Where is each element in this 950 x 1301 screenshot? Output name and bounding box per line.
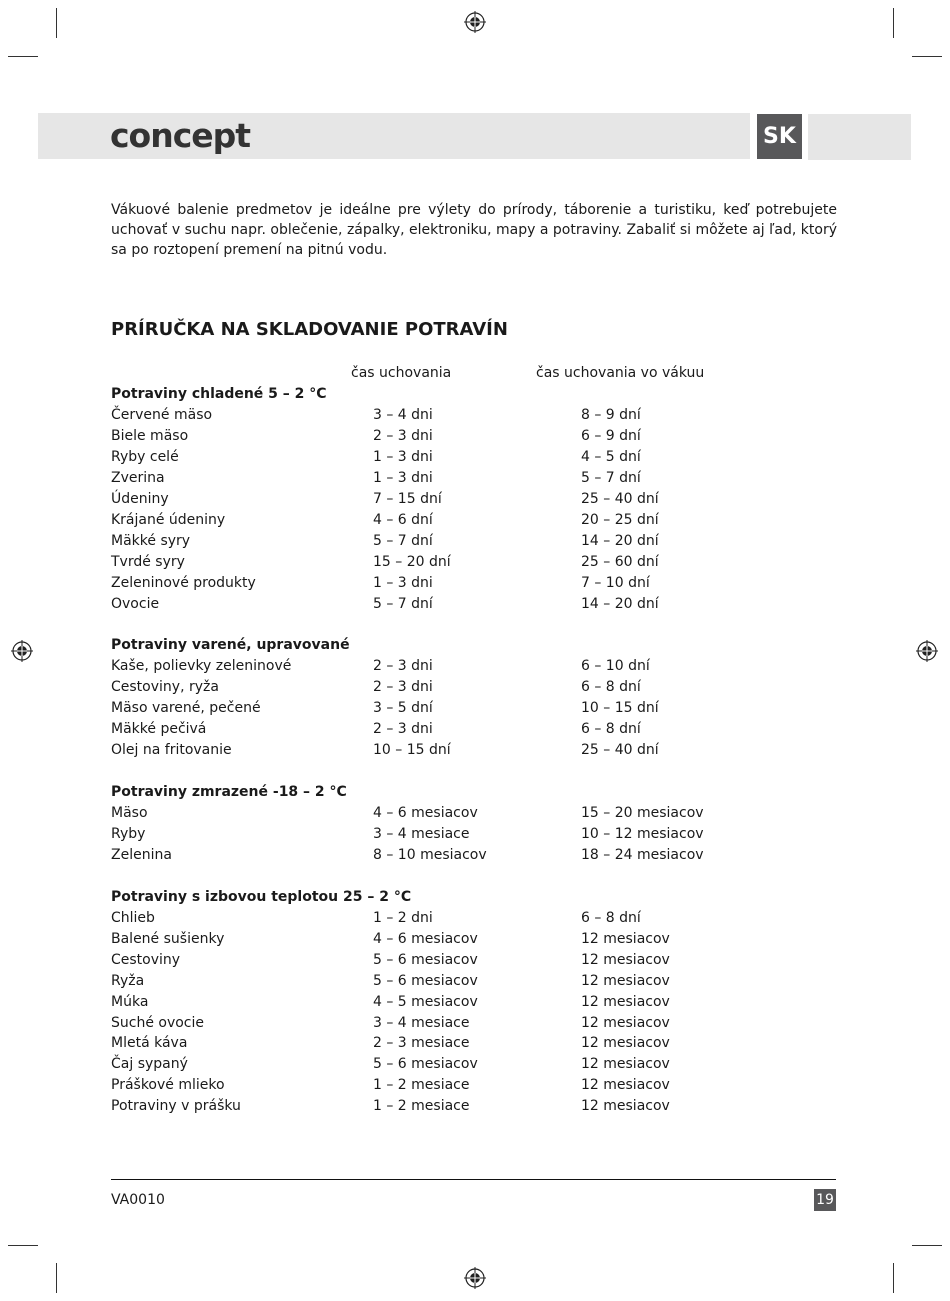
vacuum-storage-time: 25 – 60 dní — [581, 553, 659, 570]
storage-time: 1 – 3 dni — [373, 574, 433, 591]
vacuum-storage-time: 12 mesiacov — [581, 1098, 670, 1115]
table-row — [111, 803, 831, 824]
vacuum-storage-time: 10 – 15 dní — [581, 700, 659, 717]
table-row — [111, 1013, 831, 1034]
table-row — [111, 468, 831, 489]
crop-mark — [893, 1263, 894, 1293]
table-row — [111, 824, 831, 845]
storage-time: 15 – 20 dní — [373, 553, 451, 570]
registration-mark-icon — [464, 11, 486, 33]
vacuum-storage-time: 10 – 12 mesiacov — [581, 825, 704, 842]
storage-time: 8 – 10 mesiacov — [373, 846, 487, 863]
registration-mark-icon — [464, 1267, 486, 1289]
food-name: Cestoviny, ryža — [111, 679, 219, 696]
table-row — [111, 531, 831, 552]
food-name: Zverina — [111, 469, 165, 486]
storage-time: 2 – 3 dni — [373, 721, 433, 738]
vacuum-storage-time: 18 – 24 mesiacov — [581, 846, 704, 863]
crop-mark — [8, 56, 38, 57]
vacuum-storage-time: 6 – 8 dní — [581, 721, 641, 738]
table-row — [111, 845, 831, 866]
table-row — [111, 594, 831, 615]
vacuum-storage-time: 12 mesiacov — [581, 1077, 670, 1094]
table-row — [111, 908, 831, 929]
food-name: Ryža — [111, 972, 145, 989]
vacuum-storage-time: 15 – 20 mesiacov — [581, 805, 704, 821]
storage-time: 7 – 15 dní — [373, 490, 442, 507]
table-row — [111, 489, 831, 510]
storage-time: 5 – 7 dní — [373, 532, 433, 549]
vacuum-storage-time: 5 – 7 dní — [581, 469, 641, 486]
header-band-right — [808, 114, 911, 160]
table-row — [111, 573, 831, 594]
vacuum-storage-time: 12 mesiacov — [581, 930, 670, 947]
food-name: Kaše, polievky zeleninové — [111, 658, 292, 675]
storage-time: 3 – 4 mesiace — [373, 1014, 470, 1031]
table-row — [111, 1033, 831, 1054]
vacuum-storage-time: 12 mesiacov — [581, 972, 670, 989]
storage-time: 2 – 3 dni — [373, 427, 433, 444]
vacuum-storage-time: 6 – 8 dní — [581, 909, 641, 926]
storage-time: 10 – 15 dní — [373, 742, 451, 759]
group-title — [111, 887, 831, 908]
storage-time: 3 – 4 mesiace — [373, 825, 470, 842]
table-row — [111, 552, 831, 573]
vacuum-storage-time: 12 mesiacov — [581, 1035, 670, 1052]
storage-time: 3 – 5 dní — [373, 700, 433, 717]
intro-paragraph: Vákuové balenie predmetov je ideálne pre výlety do prírody, táborenie a turistiku, keď potrebujete uchovať v suchu napr. oblečenie, zápalky, elektroniku, mapy a potraviny. Zabaliť si môžete aj ľad, ktorý sa po roztopení premení na pitnú vodu. — [111, 202, 837, 258]
vacuum-storage-time: 20 – 25 dní — [581, 511, 659, 528]
crop-mark — [56, 8, 57, 38]
vacuum-storage-time: 25 – 40 dní — [581, 490, 659, 507]
food-name: Suché ovocie — [111, 1014, 205, 1031]
storage-time: 5 – 7 dní — [373, 595, 433, 612]
food-name: Mäso varené, pečené — [111, 700, 261, 717]
food-name: Ryby celé — [111, 448, 179, 465]
storage-time: 4 – 5 mesiacov — [373, 993, 478, 1010]
food-name: Údeniny — [111, 490, 169, 507]
page-number: 19 — [814, 1189, 836, 1211]
table-row — [111, 719, 831, 740]
food-name: Zeleninové produkty — [111, 574, 256, 591]
table-row — [111, 929, 831, 950]
table-row — [111, 1075, 831, 1096]
group-title-text: Potraviny chladené 5 – 2 °C — [111, 386, 327, 402]
vacuum-storage-time: 6 – 10 dní — [581, 658, 650, 675]
crop-mark — [912, 1245, 942, 1246]
crop-mark — [8, 1245, 38, 1246]
food-name: Čaj sypaný — [111, 1056, 188, 1073]
vacuum-storage-time: 12 mesiacov — [581, 993, 670, 1010]
storage-time: 3 – 4 dni — [373, 406, 433, 423]
food-name: Balené sušienky — [111, 930, 225, 947]
table-row — [111, 698, 831, 719]
food-name: Ovocie — [111, 595, 160, 612]
food-name: Ryby — [111, 825, 146, 842]
table-row — [111, 1054, 831, 1075]
storage-time: 2 – 3 dni — [373, 658, 433, 675]
food-name: Chlieb — [111, 909, 155, 926]
group-title-text: Potraviny s izbovou teplotou 25 – 2 °C — [111, 888, 412, 905]
food-name: Mäkké pečivá — [111, 721, 207, 738]
registration-mark-icon — [916, 640, 938, 662]
food-name: Mäso — [111, 805, 148, 821]
vacuum-storage-time: 6 – 9 dní — [581, 427, 641, 444]
food-name: Cestoviny — [111, 951, 181, 968]
food-name: Tvrdé syry — [111, 553, 185, 570]
footer-divider — [111, 1179, 836, 1180]
food-name: Červené mäso — [111, 406, 213, 423]
storage-time: 1 – 2 dni — [373, 909, 433, 926]
food-name: Mäkké syry — [111, 532, 191, 549]
food-name: Mletá káva — [111, 1035, 188, 1052]
group-title-text: Potraviny zmrazené -18 – 2 °C — [111, 784, 347, 801]
group-title — [111, 782, 831, 803]
table-row — [111, 656, 831, 677]
brand-logo: concept — [110, 116, 251, 155]
crop-mark — [56, 1263, 57, 1293]
storage-time: 4 – 6 dní — [373, 511, 433, 528]
footer-model-number: VA0010 — [111, 1192, 165, 1208]
vacuum-storage-time: 25 – 40 dní — [581, 742, 659, 759]
food-name: Krájané údeniny — [111, 511, 226, 528]
food-name: Múka — [111, 993, 149, 1010]
storage-time: 5 – 6 mesiacov — [373, 972, 478, 989]
food-name: Biele mäso — [111, 427, 189, 444]
food-name: Zelenina — [111, 846, 172, 863]
table-row — [111, 426, 831, 447]
table-row — [111, 971, 831, 992]
vacuum-storage-time: 12 mesiacov — [581, 1014, 670, 1031]
vacuum-storage-time: 14 – 20 dní — [581, 532, 659, 549]
column-header-vacuum-storage-time: čas uchovania vo vákuu — [536, 365, 705, 381]
table-row — [111, 1096, 831, 1117]
crop-mark — [893, 8, 894, 38]
column-header-storage-time: čas uchovania — [351, 365, 452, 381]
vacuum-storage-time: 4 – 5 dní — [581, 448, 641, 465]
section-title: PRÍRUČKA NA SKLADOVANIE POTRAVÍN — [111, 319, 508, 340]
storage-time: 1 – 2 mesiace — [373, 1077, 470, 1094]
vacuum-storage-time: 12 mesiacov — [581, 1056, 670, 1073]
food-name: Práškové mlieko — [111, 1077, 225, 1094]
table-row — [111, 992, 831, 1013]
food-name: Potraviny v prášku — [111, 1098, 241, 1115]
crop-mark — [912, 56, 942, 57]
group-title — [111, 635, 831, 656]
registration-mark-icon — [11, 640, 33, 662]
table-row — [111, 677, 831, 698]
storage-time: 4 – 6 mesiacov — [373, 805, 478, 821]
storage-time: 1 – 3 dni — [373, 469, 433, 486]
vacuum-storage-time: 12 mesiacov — [581, 951, 670, 968]
storage-time: 5 – 6 mesiacov — [373, 951, 478, 968]
table-row — [111, 447, 831, 468]
column-headers — [111, 363, 831, 384]
vacuum-storage-time: 8 – 9 dní — [581, 406, 641, 423]
storage-time: 1 – 2 mesiace — [373, 1098, 470, 1115]
table-row — [111, 740, 831, 761]
table-row — [111, 405, 831, 426]
storage-time: 4 – 6 mesiacov — [373, 930, 478, 947]
group-title — [111, 384, 831, 405]
storage-time: 2 – 3 dni — [373, 679, 433, 696]
vacuum-storage-time: 6 – 8 dní — [581, 679, 641, 696]
table-row — [111, 510, 831, 531]
language-badge: SK — [757, 114, 802, 159]
vacuum-storage-time: 7 – 10 dní — [581, 574, 650, 591]
food-name: Olej na fritovanie — [111, 742, 232, 759]
group-title-text: Potraviny varené, upravované — [111, 637, 350, 654]
storage-time: 1 – 3 dni — [373, 448, 433, 465]
table-row — [111, 950, 831, 971]
vacuum-storage-time: 14 – 20 dní — [581, 595, 659, 612]
storage-time: 2 – 3 mesiace — [373, 1035, 470, 1052]
storage-time: 5 – 6 mesiacov — [373, 1056, 478, 1073]
